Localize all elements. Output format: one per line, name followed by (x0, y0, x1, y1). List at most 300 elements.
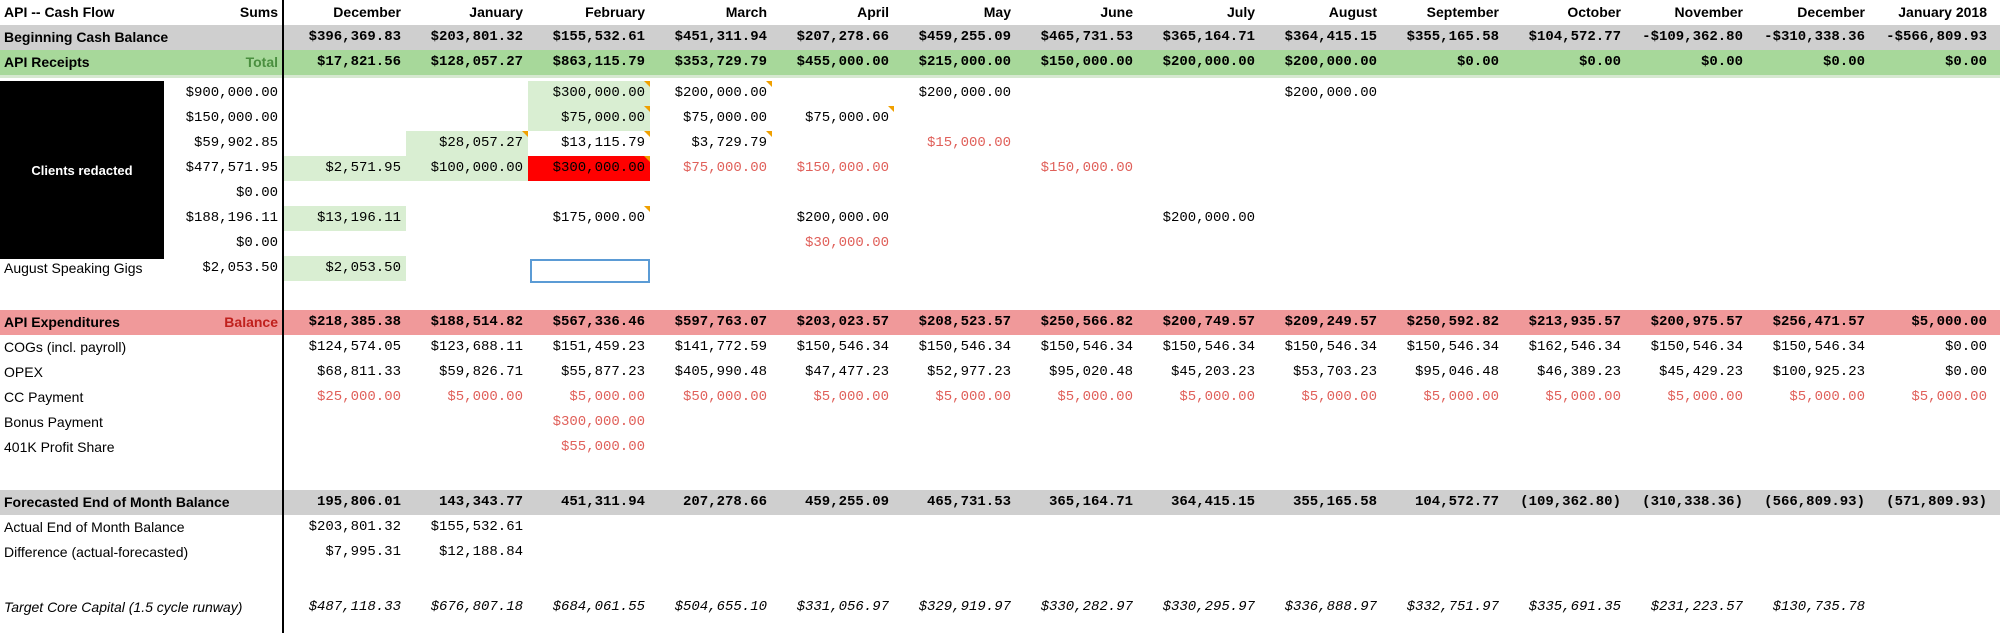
month-header[interactable]: April (857, 4, 889, 20)
cell[interactable] (1016, 540, 1138, 565)
cell[interactable]: $95,046.48 (1414, 364, 1499, 380)
cell[interactable]: 104,572.77 (1414, 494, 1499, 510)
cell[interactable]: $46,389.23 (1536, 364, 1621, 380)
cell[interactable]: $256,471.57 (1772, 314, 1865, 330)
cell[interactable] (1504, 106, 1626, 131)
cell[interactable]: $504,655.10 (674, 599, 767, 615)
cell[interactable] (1870, 231, 1992, 256)
cell[interactable] (1870, 540, 1992, 565)
cell[interactable]: $7,995.31 (325, 544, 401, 560)
cell[interactable]: $200,000.00 (650, 81, 772, 106)
cell[interactable] (406, 231, 528, 256)
month-header[interactable]: August (1328, 4, 1377, 20)
cell[interactable]: $208,523.57 (918, 314, 1011, 330)
cell[interactable]: $5,000.00 (935, 389, 1011, 405)
cell[interactable] (1260, 181, 1382, 206)
cell[interactable]: $128,057.27 (430, 54, 523, 70)
cell[interactable]: $250,592.82 (1406, 314, 1499, 330)
cell[interactable]: $5,000.00 (1667, 389, 1743, 405)
cell[interactable] (1504, 540, 1626, 565)
month-header[interactable]: July (1226, 4, 1255, 20)
cell[interactable]: -$109,362.80 (1642, 29, 1743, 45)
cell[interactable] (1748, 181, 1870, 206)
cell[interactable] (1382, 206, 1504, 231)
cell[interactable] (1504, 131, 1626, 156)
cell[interactable]: $100,925.23 (1772, 364, 1865, 380)
cell[interactable]: $567,336.46 (552, 314, 645, 330)
cell[interactable]: $53,703.23 (1292, 364, 1377, 380)
cell[interactable] (1748, 515, 1870, 540)
cell[interactable]: (571,809.93) (1886, 494, 1987, 510)
cell[interactable] (772, 410, 894, 435)
cell[interactable] (1626, 131, 1748, 156)
cell[interactable]: $335,691.35 (1528, 599, 1621, 615)
month-header[interactable]: October (1567, 4, 1621, 20)
cell[interactable]: $200,749.57 (1162, 314, 1255, 330)
cell[interactable]: $68,811.33 (316, 364, 401, 380)
cell[interactable]: $75,000.00 (772, 106, 894, 131)
cell[interactable] (1260, 106, 1382, 131)
cell[interactable]: $396,369.83 (308, 29, 401, 45)
cell[interactable] (1870, 256, 1992, 281)
cell[interactable]: $175,000.00 (528, 206, 650, 231)
cell[interactable]: $5,000.00 (1911, 314, 1987, 330)
cell[interactable] (894, 231, 1016, 256)
cell[interactable] (1382, 540, 1504, 565)
cell[interactable] (1260, 540, 1382, 565)
cell[interactable]: 365,164.71 (1048, 494, 1133, 510)
cell[interactable] (406, 106, 528, 131)
cell[interactable] (894, 256, 1016, 281)
cell[interactable]: $141,772.59 (674, 339, 767, 355)
cell[interactable]: $59,826.71 (438, 364, 523, 380)
cell[interactable] (1382, 156, 1504, 181)
row-sum[interactable]: $0.00 (235, 185, 278, 201)
cell[interactable]: $200,000.00 (1284, 54, 1377, 70)
cell[interactable] (406, 206, 528, 231)
cell[interactable]: $2,571.95 (284, 156, 406, 181)
cell[interactable] (1870, 435, 1992, 460)
cell[interactable] (1626, 231, 1748, 256)
cell[interactable] (1748, 81, 1870, 106)
cell[interactable] (1504, 181, 1626, 206)
cell[interactable]: $0.00 (1700, 54, 1743, 70)
cell[interactable]: 355,165.58 (1292, 494, 1377, 510)
cell[interactable]: $5,000.00 (447, 389, 523, 405)
cell[interactable]: 459,255.09 (804, 494, 889, 510)
cell[interactable] (1260, 256, 1382, 281)
cell[interactable] (1748, 156, 1870, 181)
cell[interactable]: $150,000.00 (1040, 160, 1133, 176)
cell[interactable] (406, 256, 528, 281)
cell[interactable]: $231,223.57 (1650, 599, 1743, 615)
cell[interactable]: $200,000.00 (1284, 85, 1377, 101)
cell[interactable] (772, 540, 894, 565)
cell[interactable]: $300,000.00 (528, 81, 650, 106)
cell[interactable] (650, 435, 772, 460)
cell[interactable]: $863,115.79 (552, 54, 645, 70)
cell[interactable]: $209,249.57 (1284, 314, 1377, 330)
cell[interactable]: $150,546.34 (1162, 339, 1255, 355)
cell[interactable] (1382, 256, 1504, 281)
cell[interactable] (1138, 515, 1260, 540)
cell[interactable]: $155,532.61 (430, 519, 523, 535)
cell[interactable]: $75,000.00 (528, 106, 650, 131)
cell[interactable]: $150,546.34 (918, 339, 1011, 355)
cell[interactable] (284, 231, 406, 256)
cell[interactable] (1016, 435, 1138, 460)
cell[interactable]: $597,763.07 (674, 314, 767, 330)
cell[interactable]: $200,000.00 (1162, 210, 1255, 226)
cell[interactable]: $250,566.82 (1040, 314, 1133, 330)
cell[interactable]: $5,000.00 (1545, 389, 1621, 405)
cell[interactable] (1626, 81, 1748, 106)
cell[interactable] (1748, 435, 1870, 460)
cell[interactable]: $75,000.00 (682, 160, 767, 176)
cell[interactable] (1138, 131, 1260, 156)
cell[interactable]: $188,514.82 (430, 314, 523, 330)
cell[interactable] (650, 231, 772, 256)
cell[interactable] (772, 515, 894, 540)
cell[interactable] (1748, 256, 1870, 281)
cell[interactable] (1382, 435, 1504, 460)
cell[interactable] (528, 231, 650, 256)
cell[interactable] (1504, 256, 1626, 281)
cell[interactable]: $47,477.23 (804, 364, 889, 380)
month-header[interactable]: November (1674, 4, 1743, 20)
cell[interactable] (1870, 181, 1992, 206)
cell[interactable]: $0.00 (1944, 364, 1987, 380)
cell[interactable] (1626, 156, 1748, 181)
cell[interactable] (1626, 106, 1748, 131)
cell[interactable] (650, 256, 772, 281)
row-sum[interactable]: $900,000.00 (185, 85, 278, 101)
cell[interactable] (1504, 410, 1626, 435)
cell[interactable]: $25,000.00 (316, 389, 401, 405)
cell[interactable]: $451,311.94 (674, 29, 767, 45)
cell[interactable]: $150,000.00 (796, 160, 889, 176)
cell[interactable]: $5,000.00 (1423, 389, 1499, 405)
cell[interactable]: $124,574.05 (308, 339, 401, 355)
cell[interactable] (1016, 206, 1138, 231)
cell[interactable]: $300,000.00 (528, 156, 650, 181)
cell[interactable] (1138, 435, 1260, 460)
cell[interactable] (1138, 156, 1260, 181)
cell[interactable]: $364,415.15 (1284, 29, 1377, 45)
cell[interactable]: $0.00 (1456, 54, 1499, 70)
cell[interactable] (1016, 515, 1138, 540)
cell[interactable]: $95,020.48 (1048, 364, 1133, 380)
cell[interactable]: $0.00 (1944, 339, 1987, 355)
cell[interactable]: 207,278.66 (682, 494, 767, 510)
cell[interactable] (1016, 256, 1138, 281)
cell[interactable] (528, 515, 650, 540)
cell[interactable] (1504, 435, 1626, 460)
cell[interactable] (1382, 181, 1504, 206)
cell[interactable] (1748, 410, 1870, 435)
cell[interactable]: $5,000.00 (813, 389, 889, 405)
cell[interactable]: 143,343.77 (438, 494, 523, 510)
cell[interactable]: $332,751.97 (1406, 599, 1499, 615)
cell[interactable] (894, 206, 1016, 231)
cell[interactable] (1870, 206, 1992, 231)
cell[interactable]: $123,688.11 (430, 339, 523, 355)
cell[interactable] (284, 106, 406, 131)
cell[interactable]: $12,188.84 (438, 544, 523, 560)
cell[interactable] (1138, 410, 1260, 435)
cell[interactable]: -$310,338.36 (1764, 29, 1865, 45)
cell[interactable] (1016, 131, 1138, 156)
cell[interactable] (1260, 206, 1382, 231)
cell[interactable]: $300,000.00 (552, 414, 645, 430)
cell[interactable] (772, 181, 894, 206)
month-header[interactable]: September (1426, 4, 1499, 20)
row-sum[interactable]: $0.00 (235, 235, 278, 251)
cell[interactable] (1504, 515, 1626, 540)
cell[interactable]: $155,532.61 (552, 29, 645, 45)
cell[interactable]: $0.00 (1944, 54, 1987, 70)
cell[interactable] (406, 81, 528, 106)
cell[interactable] (1870, 106, 1992, 131)
cell[interactable] (772, 81, 894, 106)
cell[interactable] (1504, 231, 1626, 256)
cell[interactable] (894, 106, 1016, 131)
cell[interactable] (772, 131, 894, 156)
cell[interactable] (1016, 231, 1138, 256)
cell[interactable]: $150,000.00 (1040, 54, 1133, 70)
month-header[interactable]: March (725, 4, 767, 20)
cell[interactable] (1626, 410, 1748, 435)
cell[interactable] (1504, 206, 1626, 231)
cell[interactable]: $329,919.97 (918, 599, 1011, 615)
cell[interactable]: $28,057.27 (406, 131, 528, 156)
cell[interactable]: $45,203.23 (1170, 364, 1255, 380)
cell[interactable] (1138, 106, 1260, 131)
cell[interactable]: $104,572.77 (1528, 29, 1621, 45)
cell[interactable]: $50,000.00 (682, 389, 767, 405)
cell[interactable] (1016, 106, 1138, 131)
cell[interactable]: $455,000.00 (796, 54, 889, 70)
cell[interactable] (1138, 231, 1260, 256)
cell[interactable]: $5,000.00 (569, 389, 645, 405)
cell[interactable]: $150,546.34 (1772, 339, 1865, 355)
cell[interactable] (528, 181, 650, 206)
cell[interactable]: $3,729.79 (650, 131, 772, 156)
cell[interactable] (1260, 410, 1382, 435)
cell[interactable] (284, 181, 406, 206)
cell[interactable] (1626, 515, 1748, 540)
cell[interactable] (894, 515, 1016, 540)
cell[interactable]: $150,546.34 (796, 339, 889, 355)
month-header[interactable]: February (585, 4, 645, 20)
month-header[interactable]: January 2018 (1898, 4, 1987, 20)
cell[interactable] (1382, 410, 1504, 435)
cell[interactable] (1260, 435, 1382, 460)
cell[interactable] (650, 410, 772, 435)
cell[interactable]: $45,429.23 (1658, 364, 1743, 380)
cell[interactable] (1504, 81, 1626, 106)
cell[interactable]: $0.00 (1822, 54, 1865, 70)
cell[interactable]: $162,546.34 (1528, 339, 1621, 355)
selected-cell[interactable] (530, 259, 650, 283)
cell[interactable] (1260, 231, 1382, 256)
cell[interactable] (1382, 106, 1504, 131)
cell[interactable] (1016, 181, 1138, 206)
cell[interactable]: $465,731.53 (1040, 29, 1133, 45)
cell[interactable] (1260, 131, 1382, 156)
cell[interactable]: $75,000.00 (682, 110, 767, 126)
cell[interactable] (406, 181, 528, 206)
row-sum[interactable]: $188,196.11 (185, 210, 278, 226)
cell[interactable]: $487,118.33 (308, 599, 401, 615)
cell[interactable]: $203,801.32 (430, 29, 523, 45)
cell[interactable]: $331,056.97 (796, 599, 889, 615)
cell[interactable]: $365,164.71 (1162, 29, 1255, 45)
cell[interactable]: $150,546.34 (1406, 339, 1499, 355)
cell[interactable] (772, 435, 894, 460)
cell[interactable]: (109,362.80) (1520, 494, 1621, 510)
cell[interactable]: $200,975.57 (1650, 314, 1743, 330)
cell[interactable]: $330,295.97 (1162, 599, 1255, 615)
cell[interactable] (1870, 131, 1992, 156)
cell[interactable]: $218,385.38 (308, 314, 401, 330)
cell[interactable] (284, 410, 406, 435)
cell[interactable] (650, 540, 772, 565)
month-header[interactable]: December (333, 4, 401, 20)
cell[interactable]: $30,000.00 (804, 235, 889, 251)
cell[interactable] (1748, 131, 1870, 156)
cell[interactable]: $15,000.00 (926, 135, 1011, 151)
cell[interactable]: 451,311.94 (560, 494, 645, 510)
month-header[interactable]: January (469, 4, 523, 20)
cell[interactable]: $336,888.97 (1284, 599, 1377, 615)
cell[interactable] (1626, 540, 1748, 565)
cell[interactable] (1504, 156, 1626, 181)
cell[interactable]: $5,000.00 (1789, 389, 1865, 405)
cell[interactable]: $100,000.00 (406, 156, 528, 181)
cell[interactable] (284, 435, 406, 460)
cell[interactable]: $5,000.00 (1179, 389, 1255, 405)
cell[interactable]: $55,000.00 (560, 439, 645, 455)
cell[interactable] (1382, 131, 1504, 156)
cell[interactable] (284, 81, 406, 106)
month-header[interactable]: December (1797, 4, 1865, 20)
cell[interactable]: $200,000.00 (796, 210, 889, 226)
cell[interactable]: $200,000.00 (1162, 54, 1255, 70)
cell[interactable] (1870, 81, 1992, 106)
cell[interactable]: 465,731.53 (926, 494, 1011, 510)
cell[interactable] (1260, 156, 1382, 181)
month-header[interactable]: June (1100, 4, 1133, 20)
cell[interactable] (1626, 181, 1748, 206)
cell[interactable]: $5,000.00 (1301, 389, 1377, 405)
cell[interactable]: $5,000.00 (1057, 389, 1133, 405)
cell[interactable] (894, 156, 1016, 181)
cell[interactable]: $213,935.57 (1528, 314, 1621, 330)
cell[interactable] (1626, 256, 1748, 281)
cell[interactable]: $207,278.66 (796, 29, 889, 45)
cell[interactable] (1870, 595, 1992, 620)
cell[interactable] (1870, 410, 1992, 435)
cell[interactable]: $0.00 (1578, 54, 1621, 70)
row-sum[interactable]: $477,571.95 (185, 160, 278, 176)
cell[interactable] (1138, 256, 1260, 281)
cell[interactable] (1748, 206, 1870, 231)
cell[interactable]: $203,023.57 (796, 314, 889, 330)
cell[interactable]: $55,877.23 (560, 364, 645, 380)
cell[interactable] (1260, 515, 1382, 540)
cell[interactable] (1382, 231, 1504, 256)
cell[interactable] (1748, 231, 1870, 256)
cell[interactable]: $459,255.09 (918, 29, 1011, 45)
cell[interactable]: (310,338.36) (1642, 494, 1743, 510)
cell[interactable] (1748, 106, 1870, 131)
cell[interactable]: -$566,809.93 (1886, 29, 1987, 45)
cell[interactable] (894, 540, 1016, 565)
cell[interactable] (894, 410, 1016, 435)
cell[interactable]: $150,546.34 (1650, 339, 1743, 355)
cell[interactable]: 195,806.01 (316, 494, 401, 510)
cell[interactable]: $2,053.50 (284, 256, 406, 281)
cell[interactable] (894, 181, 1016, 206)
row-sum[interactable]: $150,000.00 (185, 110, 278, 126)
cell[interactable]: $13,115.79 (528, 131, 650, 156)
cell[interactable] (1870, 515, 1992, 540)
cell[interactable] (406, 435, 528, 460)
cell[interactable] (1016, 81, 1138, 106)
cell[interactable] (1138, 81, 1260, 106)
cell[interactable] (1626, 206, 1748, 231)
cell[interactable]: $151,459.23 (552, 339, 645, 355)
cell[interactable]: $17,821.56 (316, 54, 401, 70)
cell[interactable]: $330,282.97 (1040, 599, 1133, 615)
cell[interactable]: $684,061.55 (552, 599, 645, 615)
cell[interactable]: $150,546.34 (1040, 339, 1133, 355)
cell[interactable]: $203,801.32 (308, 519, 401, 535)
cell[interactable]: $13,196.11 (284, 206, 406, 231)
cell[interactable] (406, 410, 528, 435)
cell[interactable]: $200,000.00 (918, 85, 1011, 101)
cell[interactable]: $52,977.23 (926, 364, 1011, 380)
cell[interactable] (1382, 515, 1504, 540)
cell[interactable] (1016, 410, 1138, 435)
cell[interactable] (1138, 540, 1260, 565)
cell[interactable]: $150,546.34 (1284, 339, 1377, 355)
cell[interactable]: $215,000.00 (918, 54, 1011, 70)
cell[interactable] (1626, 435, 1748, 460)
cell[interactable] (528, 540, 650, 565)
cell[interactable] (1382, 81, 1504, 106)
cell[interactable]: $405,990.48 (674, 364, 767, 380)
cell[interactable] (284, 131, 406, 156)
month-header[interactable]: May (983, 4, 1011, 20)
cell[interactable] (772, 256, 894, 281)
cell[interactable]: $353,729.79 (674, 54, 767, 70)
row-sum[interactable]: $59,902.85 (193, 135, 278, 151)
cell[interactable] (1748, 540, 1870, 565)
cell[interactable] (894, 435, 1016, 460)
cell[interactable]: $5,000.00 (1911, 389, 1987, 405)
cell[interactable] (650, 515, 772, 540)
cell[interactable]: (566,809.93) (1764, 494, 1865, 510)
cell[interactable] (650, 181, 772, 206)
row-sum[interactable]: $2,053.50 (202, 260, 278, 276)
cell[interactable] (650, 206, 772, 231)
cell[interactable] (1870, 156, 1992, 181)
cell[interactable]: 364,415.15 (1170, 494, 1255, 510)
cell[interactable] (1138, 181, 1260, 206)
cell[interactable]: $130,735.78 (1772, 599, 1865, 615)
